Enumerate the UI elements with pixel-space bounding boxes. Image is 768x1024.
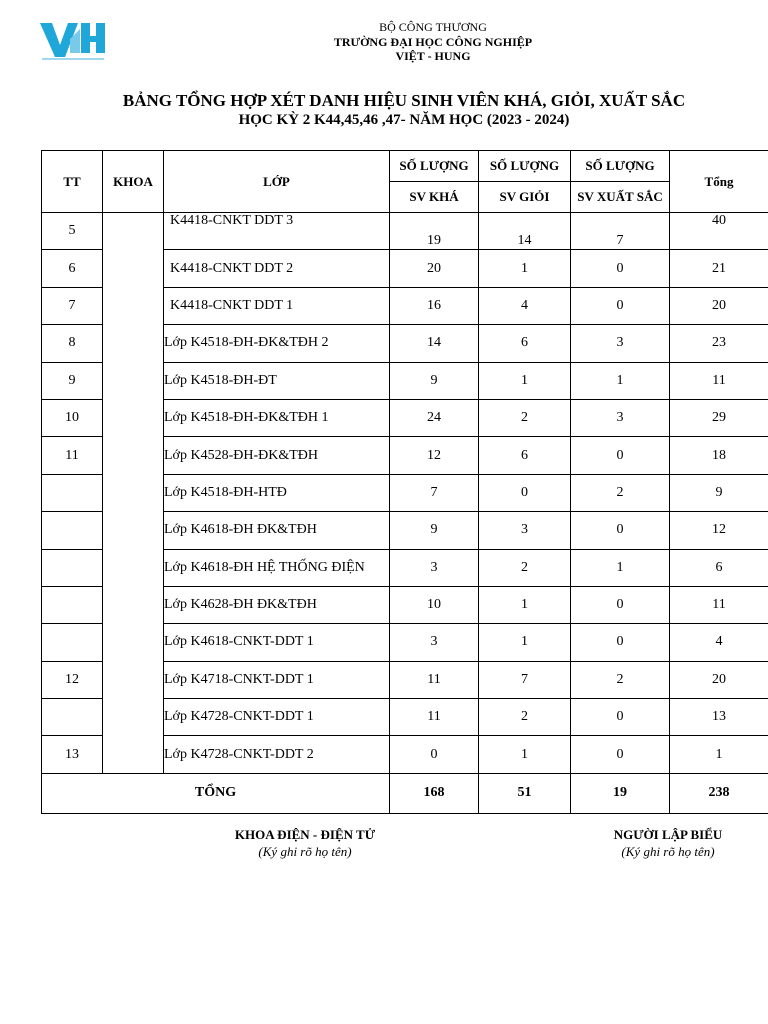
header-kha: [390, 151, 479, 213]
cell-tt: 5: [42, 213, 103, 250]
cell-tt: [42, 624, 103, 661]
signature-faculty: [205, 826, 405, 860]
cell-kha: 9: [390, 512, 479, 549]
table-row: [42, 213, 768, 250]
cell-gioi: 2: [479, 549, 571, 586]
cell-lop: Lớp K4718-CNKT-DDT 1: [164, 661, 390, 698]
cell-gioi: 6: [479, 437, 571, 474]
signature-faculty-name: KHOA ĐIỆN - ĐIỆN TỬ: [234, 827, 376, 842]
cell-kha: 11: [390, 699, 479, 736]
summary-table: [41, 150, 768, 814]
organization-header: [290, 20, 576, 64]
cell-xuatsac: 0: [571, 250, 670, 287]
cell-lop: Lớp K4518-ĐH-ĐK&TĐH 2: [164, 325, 390, 362]
total-tong: 238: [670, 773, 768, 813]
cell-tt: 12: [42, 661, 103, 698]
university-country: VIỆT - HUNG: [395, 49, 471, 63]
cell-tong: 11: [670, 586, 768, 623]
cell-xuatsac: 3: [571, 399, 670, 436]
header-sv-xuat-sac: SV XUẤT SẮC: [577, 189, 663, 204]
total-row: [42, 773, 768, 813]
signature-faculty-note: (Ký ghi rõ họ tên): [258, 844, 352, 859]
cell-tong: 29: [670, 399, 768, 436]
cell-tt: [42, 512, 103, 549]
cell-kha: 24: [390, 399, 479, 436]
header-khoa: KHOA: [103, 151, 164, 213]
signature-preparer: [568, 826, 768, 860]
total-kha: 168: [390, 773, 479, 813]
cell-lop: Lớp K4528-ĐH-ĐK&TĐH: [164, 437, 390, 474]
cell-kha: 14: [390, 325, 479, 362]
header-so-luong: SỐ LƯỢNG: [390, 151, 478, 182]
cell-gioi: 3: [479, 512, 571, 549]
cell-xuatsac: 0: [571, 736, 670, 773]
total-gioi: 51: [479, 773, 571, 813]
cell-xuatsac: 0: [571, 512, 670, 549]
cell-tong: 13: [670, 699, 768, 736]
cell-gioi: 1: [479, 250, 571, 287]
cell-tt: [42, 549, 103, 586]
cell-tong: 6: [670, 549, 768, 586]
cell-lop: Lớp K4728-CNKT-DDT 2: [164, 736, 390, 773]
cell-kha: 19: [390, 213, 479, 250]
header-tong: Tổng: [670, 151, 768, 213]
cell-gioi: 1: [479, 586, 571, 623]
header-so-luong: SỐ LƯỢNG: [479, 151, 570, 182]
cell-lop: Lớp K4618-ĐH HỆ THỐNG ĐIỆN: [164, 549, 390, 586]
cell-kha: 12: [390, 437, 479, 474]
cell-tt: 6: [42, 250, 103, 287]
cell-gioi: 1: [479, 736, 571, 773]
cell-tong: 23: [670, 325, 768, 362]
cell-kha: 3: [390, 624, 479, 661]
cell-xuatsac: 0: [571, 287, 670, 324]
cell-lop: Lớp K4618-CNKT-DDT 1: [164, 624, 390, 661]
signature-preparer-note: (Ký ghi rõ họ tên): [621, 844, 715, 859]
cell-xuatsac: 7: [571, 213, 670, 250]
cell-kha: 20: [390, 250, 479, 287]
title-line-2: HỌC KỲ 2 K44,45,46 ,47- NĂM HỌC (2023 - 2024): [238, 112, 570, 128]
cell-tong: 4: [670, 624, 768, 661]
total-xuatsac: 19: [571, 773, 670, 813]
cell-lop: Lớp K4728-CNKT-DDT 1: [164, 699, 390, 736]
header-tt: TT: [42, 151, 103, 213]
cell-lop: K4418-CNKT DDT 2: [164, 250, 390, 287]
table-header-row: [42, 151, 768, 213]
cell-tong: 20: [670, 661, 768, 698]
cell-xuatsac: 0: [571, 699, 670, 736]
cell-xuatsac: 0: [571, 624, 670, 661]
cell-lop: K4418-CNKT DDT 1: [164, 287, 390, 324]
cell-xuatsac: 0: [571, 437, 670, 474]
header-xuatsac: [571, 151, 670, 213]
university-name: TRƯỜNG ĐẠI HỌC CÔNG NGHIỆP: [333, 34, 533, 49]
cell-lop: Lớp K4618-ĐH ĐK&TĐH: [164, 512, 390, 549]
header-so-luong: SỐ LƯỢNG: [571, 151, 669, 182]
cell-gioi: 0: [479, 474, 571, 511]
cell-xuatsac: 1: [571, 549, 670, 586]
cell-tong: 1: [670, 736, 768, 773]
cell-kha: 0: [390, 736, 479, 773]
cell-lop: Lớp K4518-ĐH-HTĐ: [164, 474, 390, 511]
cell-kha: 11: [390, 661, 479, 698]
cell-gioi: 2: [479, 399, 571, 436]
cell-gioi: 7: [479, 661, 571, 698]
cell-xuatsac: 3: [571, 325, 670, 362]
cell-tt: 9: [42, 362, 103, 399]
cell-tt: [42, 586, 103, 623]
cell-tong: 11: [670, 362, 768, 399]
cell-tong: 9: [670, 474, 768, 511]
cell-gioi: 6: [479, 325, 571, 362]
cell-tong: 12: [670, 512, 768, 549]
cell-kha: 7: [390, 474, 479, 511]
cell-lop: Lớp K4628-ĐH ĐK&TĐH: [164, 586, 390, 623]
cell-tt: 8: [42, 325, 103, 362]
cell-lop: Lớp K4518-ĐH-ĐT: [164, 362, 390, 399]
cell-kha: 9: [390, 362, 479, 399]
cell-tt: [42, 474, 103, 511]
cell-xuatsac: 2: [571, 474, 670, 511]
header-sv-gioi: SV GIỎI: [499, 189, 550, 204]
document-title: [0, 90, 768, 130]
cell-kha: 16: [390, 287, 479, 324]
cell-tong: 40: [670, 213, 768, 250]
cell-tt: 13: [42, 736, 103, 773]
cell-tt: 11: [42, 437, 103, 474]
cell-xuatsac: 2: [571, 661, 670, 698]
cell-tong: 21: [670, 250, 768, 287]
header-gioi: [479, 151, 571, 213]
cell-kha: 3: [390, 549, 479, 586]
cell-khoa: [103, 213, 164, 774]
cell-tong: 20: [670, 287, 768, 324]
ministry-name: BỘ CÔNG THƯƠNG: [379, 20, 487, 34]
cell-kha: 10: [390, 586, 479, 623]
cell-tt: [42, 699, 103, 736]
cell-tong: 18: [670, 437, 768, 474]
cell-xuatsac: 1: [571, 362, 670, 399]
cell-lop: K4418-CNKT DDT 3: [164, 213, 390, 250]
cell-gioi: 2: [479, 699, 571, 736]
title-line-1: BẢNG TỔNG HỢP XÉT DANH HIỆU SINH VIÊN KHÁ, GIỎI, XUẤT SẮC: [122, 91, 686, 110]
header-lop: LỚP: [164, 151, 390, 213]
cell-xuatsac: 0: [571, 586, 670, 623]
cell-tt: 10: [42, 399, 103, 436]
signature-preparer-name: NGƯỜI LẬP BIỂU: [613, 827, 723, 842]
header-sv-kha: SV KHÁ: [409, 189, 459, 204]
cell-gioi: 14: [479, 213, 571, 250]
total-label: TỔNG: [42, 773, 390, 813]
cell-gioi: 1: [479, 362, 571, 399]
cell-lop: Lớp K4518-ĐH-ĐK&TĐH 1: [164, 399, 390, 436]
university-logo: [40, 19, 108, 63]
cell-tt: 7: [42, 287, 103, 324]
cell-gioi: 4: [479, 287, 571, 324]
cell-gioi: 1: [479, 624, 571, 661]
